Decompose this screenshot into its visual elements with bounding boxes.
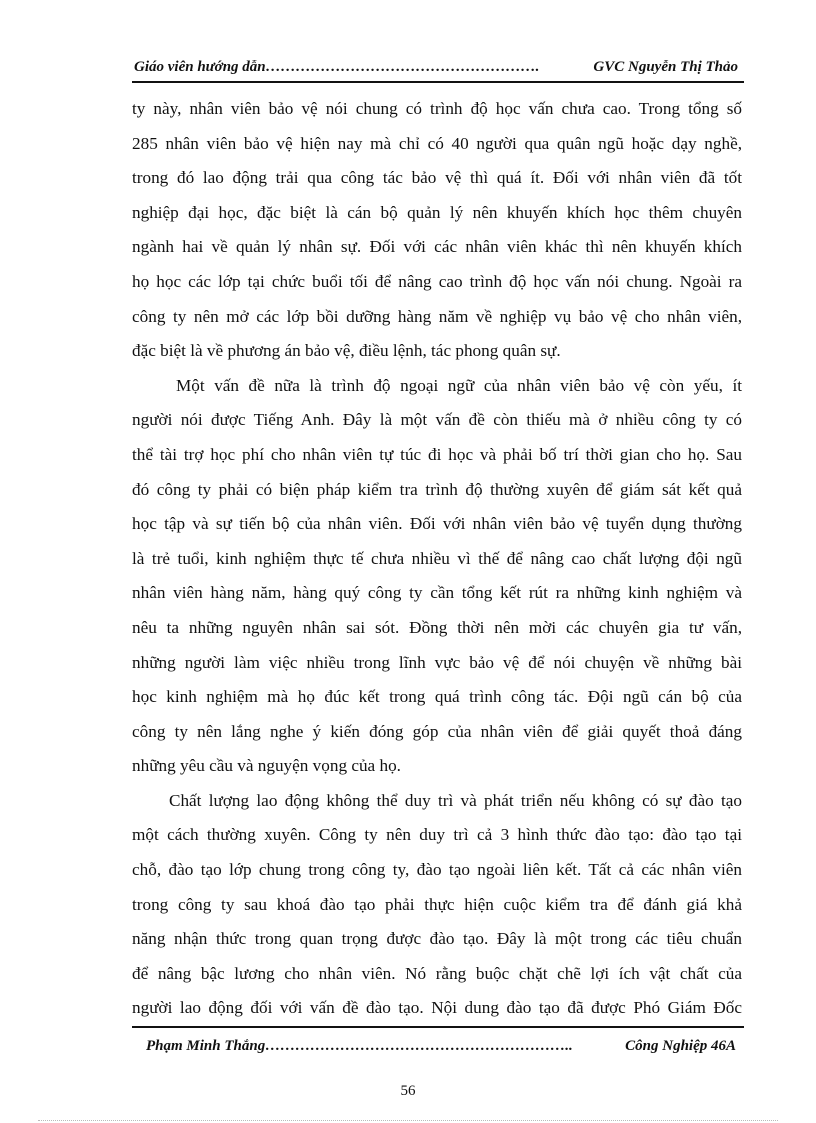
text-line: năng nhận thức trong quan trọng được đào tạo. Đây là một trong các tiêu chuẩn: [132, 929, 742, 949]
text-line: những người làm việc nhiều trong lĩnh vực bảo vệ để nói chuyện về những bài: [132, 652, 742, 672]
text-line: ngành hai về quản lý nhân sự. Đối với các nhân viên khác thì nên khuyến khích: [132, 237, 742, 257]
text-line: học kinh nghiệm mà họ đúc kết trong quá trình công tác. Đội ngũ cán bộ của: [132, 687, 742, 707]
header-rule: [132, 81, 744, 83]
text-line: ty này, nhân viên bảo vệ nói chung có trình độ học vấn chưa cao. Trong tổng số: [132, 99, 742, 118]
text-line: trong đó lao động trải qua công tác bảo vệ thì quá ít. Đối với nhân viên đã tốt: [132, 168, 742, 188]
text-line: Một vấn đề nữa là trình độ ngoại ngữ của nhân viên bảo vệ còn yếu, ít: [176, 375, 742, 395]
page-edge-line: [38, 1120, 778, 1121]
text-line: người nói được Tiếng Anh. Đây là một vấn đề còn thiếu mà ở nhiều công ty có: [132, 410, 742, 430]
text-line: họ học các lớp tại chức buổi tối để nâng cao trình độ học vấn nói chung. Ngoài ra: [132, 271, 742, 291]
text-line: công ty nên lắng nghe ý kiến đóng góp của nhân viên để giải quyết thoả đáng: [132, 721, 742, 741]
text-line: nghiệp đại học, đặc biệt là cán bộ quản lý nên khuyến khích học thêm chuyên: [132, 202, 742, 222]
text-line: nêu ta những nguyên nhân sai sót. Đồng thời nên mời các chuyên gia tư vấn,: [132, 617, 742, 637]
page-number: 56: [400, 1083, 416, 1099]
header-advisor-name: GVC Nguyễn Thị Thảo: [593, 59, 738, 75]
text-line: người lao động đối với vấn đề đào tạo. Nội dung đào tạo đã được Phó Giám Đốc: [132, 998, 742, 1018]
text-line: để nâng bậc lương cho nhân viên. Nó rằng buộc chặt chẽ lợi ích vật chất của: [132, 963, 742, 983]
text-line: đặc biệt là về phương án bảo vệ, điều lệnh, tác phong quân sự.: [132, 341, 561, 361]
footer-student-name: Phạm Minh Thắng……………………………………………………..: [146, 1038, 573, 1054]
text-line: trong công ty sau khoá đào tạo phải thực hiện cuộc kiểm tra để đánh giá khả: [132, 894, 742, 914]
footer-rule: [132, 1026, 744, 1028]
text-line: chỗ, đào tạo lớp chung trong công ty, đào tạo ngoài liên kết. Tất cả các nhân viên: [132, 860, 742, 880]
page-header: [132, 55, 744, 79]
page-footer: [132, 1034, 744, 1058]
text-line: nhân viên hàng năm, hàng quý công ty cần tổng kết rút ra những kinh nghiệm và: [132, 583, 742, 603]
text-line: đó công ty phải có biện pháp kiểm tra trình độ thường xuyên để giám sát kết quả: [132, 479, 742, 499]
body-text: [132, 92, 742, 1026]
text-line: là trẻ tuổi, kinh nghiệm thực tế chưa nhiều vì thế để nâng cao chất lượng đội ngũ: [132, 548, 742, 568]
text-line: công ty nên mở các lớp bồi dưỡng hàng năm về nghiệp vụ bảo vệ cho nhân viên,: [132, 306, 742, 326]
footer-class: Công Nghiệp 46A: [625, 1038, 736, 1054]
text-line: thể tài trợ học phí cho nhân viên tự túc đi học và phải bố trí thời gian cho họ. Sau: [132, 444, 742, 464]
header-advisor-label: Giáo viên hướng dẫn……………………………………………….: [134, 59, 540, 75]
text-line: 285 nhân viên bảo vệ hiện nay mà chỉ có 40 người qua quân ngũ hoặc dạy nghề,: [132, 133, 742, 153]
text-line: Chất lượng lao động không thể duy trì và phát triển nếu không có sự đào tạo: [169, 790, 742, 810]
text-line: học tập và sự tiến bộ của nhân viên. Đối với nhân viên bảo vệ tuyển dụng thường: [132, 514, 742, 534]
text-line: những yêu cầu và nguyện vọng của họ.: [132, 756, 401, 776]
text-line: một cách thường xuyên. Công ty nên duy trì cả 3 hình thức đào tạo: đào tạo tại: [132, 825, 742, 845]
